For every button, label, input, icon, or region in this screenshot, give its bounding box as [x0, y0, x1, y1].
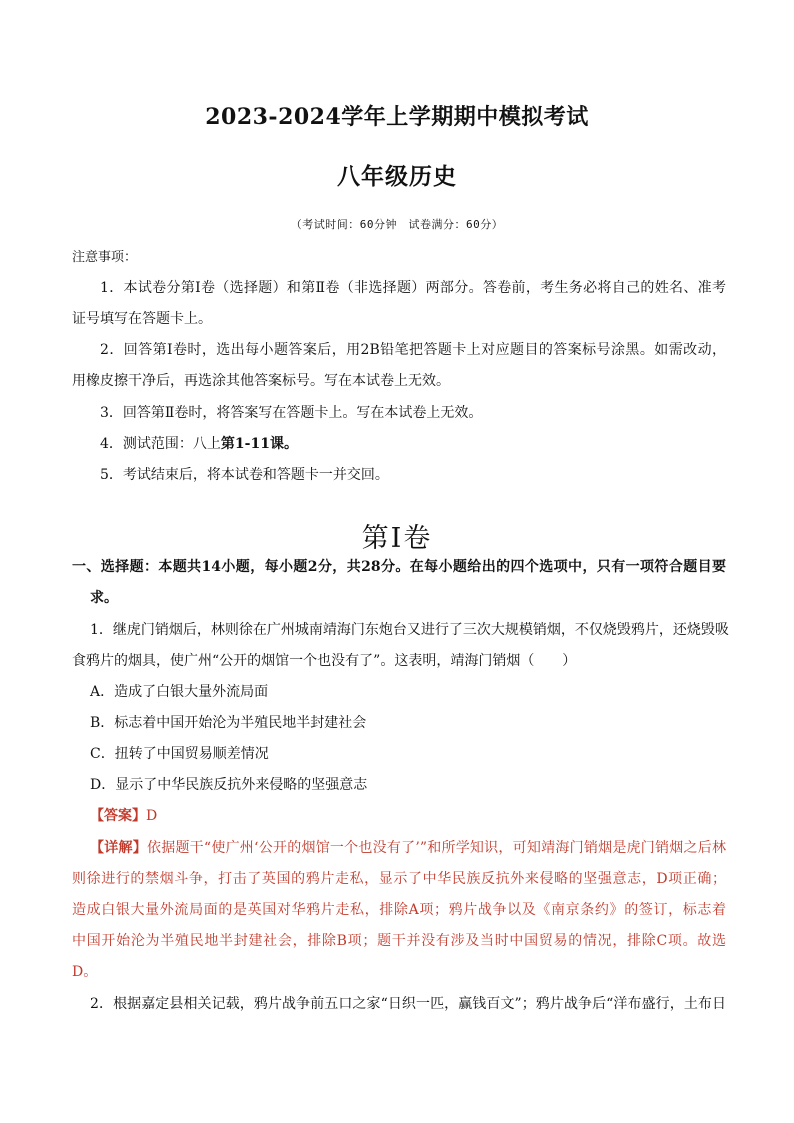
notice-item-5: 5．考试结束后，将本试卷和答题卡一并交回。 — [100, 467, 389, 483]
exam-subject: 八年级历史 — [337, 163, 457, 190]
notice-item-4-label: 4．测试范围：八上 — [100, 436, 221, 452]
q1-detail-line3: 造成白银大量外流局面的是英国对华鸦片走私，排除A项；鸦片战争以及《南京条约》的签订，标志着 — [72, 902, 726, 918]
notice-item-2: 2．回答第Ⅰ卷时，选出每小题答案后，用2B铅笔把答题卡上对应题目的答案标号涂黑。如需改动， — [100, 342, 726, 358]
exam-title: 2023-2024学年上学期期中模拟考试 — [205, 104, 589, 130]
q1-option-d: D．显示了中华民族反抗外来侵略的坚强意志 — [90, 777, 368, 793]
section-desc-end: 求。 — [90, 590, 118, 606]
q1-detail-line1 — [90, 838, 726, 858]
q2-stem-line1: 2．根据嘉定县相关记载，鸦片战争前五口之家“日织一匹，赢钱百文”；鸦片战争后“洋布盛行，土布日 — [90, 996, 726, 1012]
exam-info: （考试时间：60分钟 试卷满分：60分） — [290, 218, 504, 231]
notice-heading: 注意事项： — [72, 250, 138, 265]
q1-detail-line4: 中国开始沦为半殖民地半封建社会，排除B项；题干并没有涉及当时中国贸易的情况，排除C项。故选 — [72, 933, 726, 949]
section-heading — [72, 557, 726, 577]
section-prefix: 一、选择题： — [72, 559, 159, 575]
q1-detail-line2: 则徐进行的禁烟斗争，打击了英国的鸦片走私，显示了中华民族反抗外来侵略的坚强意志，D项正确； — [72, 871, 726, 887]
notice-item-1-cont: 证号填写在答题卡上。 — [72, 311, 212, 327]
notice-item-1: 1．本试卷分第Ⅰ卷（选择题）和第Ⅱ卷（非选择题）两部分。答卷前，考生务必将自己的姓名、准考 — [100, 280, 726, 296]
detail-text-1: 依据题干“使广州‘公开的烟馆一个也没有了’”和所学知识，可知靖海门销烟是虎门销烟之后林 — [146, 840, 727, 856]
q1-option-b: B．标志着中国开始沦为半殖民地半封建社会 — [90, 715, 367, 731]
answer-tag: 【答案】 — [90, 808, 146, 824]
section-desc: 本题共14小题，每小题2分，共28分。在每小题给出的四个选项中，只有一项符合题目要 — [158, 559, 726, 575]
notice-item-2-cont: 用橡皮擦干净后，再选涂其他答案标号。写在本试卷上无效。 — [72, 373, 450, 389]
q1-stem-line2: 食鸦片的烟具，使广州“公开的烟馆一个也没有了”。这表明，靖海门销烟（ ） — [72, 653, 577, 669]
notice-item-4-range: 第1-11课。 — [220, 436, 298, 452]
detail-tag: 【详解】 — [90, 840, 147, 856]
q1-detail-line5: D。 — [72, 964, 98, 980]
volume-heading: 第Ⅰ卷 — [361, 523, 433, 554]
q1-option-a: A．造成了白银大量外流局面 — [90, 684, 269, 700]
notice-item-3: 3．回答第Ⅱ卷时，将答案写在答题卡上。写在本试卷上无效。 — [100, 405, 483, 421]
notice-item-4 — [100, 434, 726, 454]
q1-option-c: C．扭转了中国贸易顺差情况 — [90, 746, 269, 762]
answer-value: D — [146, 808, 158, 824]
q1-stem-line1: 1．继虎门销烟后，林则徐在广州城南靖海门东炮台又进行了三次大规模销烟，不仅烧毁鸦片，还烧毁吸 — [90, 622, 729, 638]
q1-answer — [90, 806, 726, 826]
